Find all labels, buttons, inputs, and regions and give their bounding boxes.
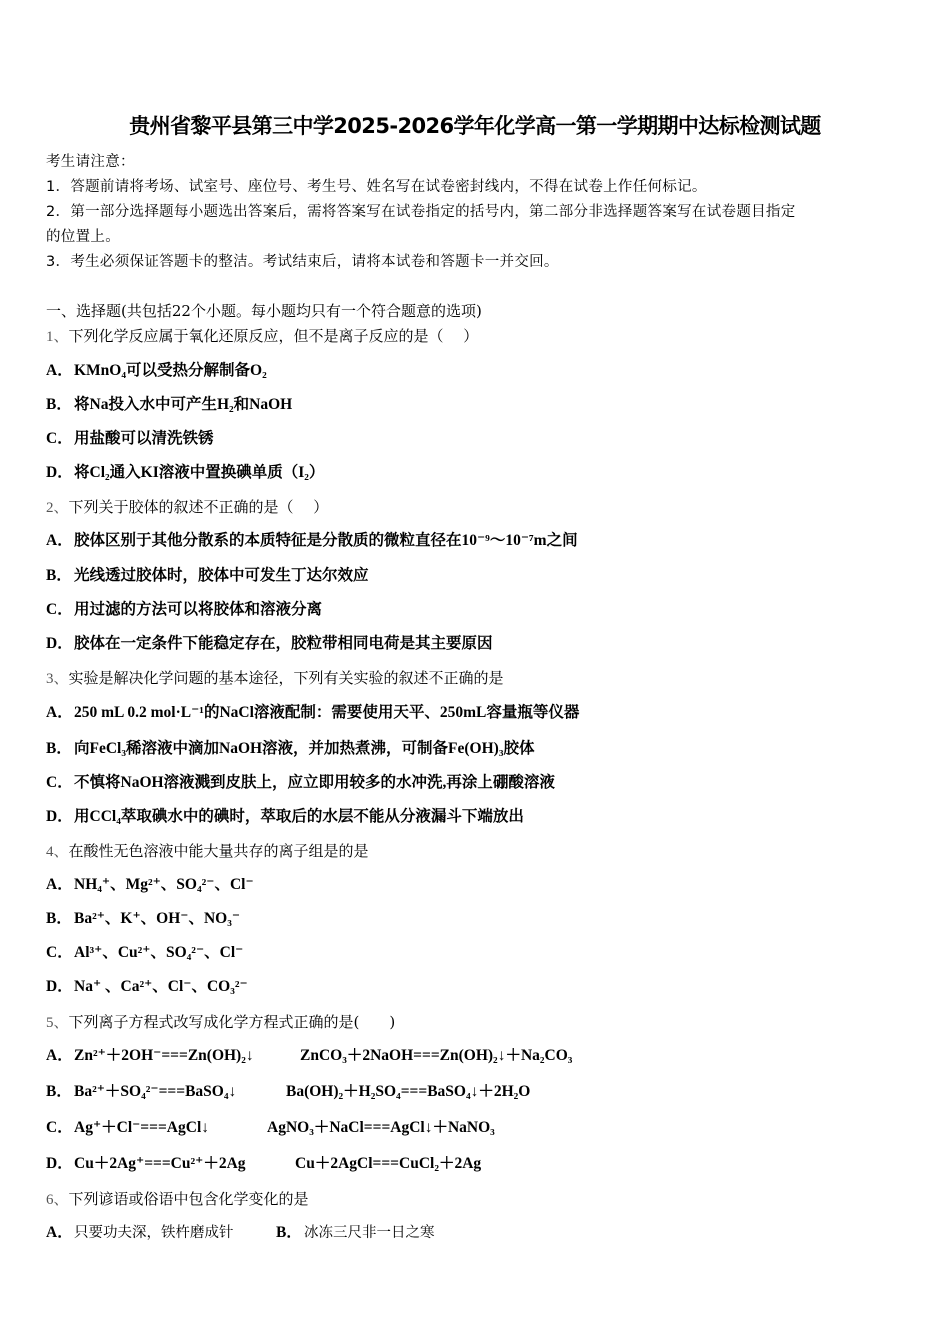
ionic-equation: Zn²⁺＋2OH⁻===Zn(OH)₂↓: [74, 1047, 254, 1064]
option-text: Ba²⁺、K⁺、OH⁻、NO₃⁻: [74, 910, 241, 927]
option-text: 胶体在一定条件下能稳定存在，胶粒带相同电荷是其主要原因: [74, 635, 493, 652]
question-number: 4、: [46, 844, 69, 860]
question-5-stem: [46, 1012, 395, 1033]
q6-option-b[interactable]: [276, 1223, 435, 1243]
question-text: 在酸性无色溶液中能大量共存的离子组是的是: [68, 842, 369, 860]
option-text: 用盐酸可以清洗铁锈: [74, 430, 214, 447]
q1-option-a[interactable]: [46, 361, 267, 381]
option-letter: B．: [46, 1083, 72, 1100]
chemical-equation: Cu＋2AgCl===CuCl₂＋2Ag: [295, 1155, 482, 1172]
option-letter: C．: [46, 944, 73, 961]
q1-option-b[interactable]: [46, 395, 292, 415]
question-number: 6、: [46, 1192, 69, 1208]
q1-option-d[interactable]: [46, 463, 324, 483]
q3-option-d[interactable]: [46, 807, 524, 827]
option-letter: B．: [276, 1224, 302, 1241]
question-number: 5、: [46, 1015, 69, 1031]
question-1-stem: [46, 326, 478, 347]
option-text: Na⁺ 、Ca²⁺、Cl⁻、CO₃²⁻: [74, 978, 248, 995]
option-text: 用过滤的方法可以将胶体和溶液分离: [74, 601, 323, 618]
q4-option-b[interactable]: [46, 909, 240, 929]
option-letter: D．: [46, 808, 73, 825]
q2-option-c[interactable]: [46, 600, 322, 620]
page-title: 贵州省黎平县第三中学2025-2026学年化学高一第一学期期中达标检测试题: [129, 114, 821, 138]
question-text: 下列离子方程式改写成化学方程式正确的是( ): [68, 1013, 396, 1031]
option-text: 冰冻三尺非一日之寒: [304, 1225, 435, 1241]
option-text: 光线透过胶体时，胶体中可发生丁达尔效应: [74, 567, 369, 584]
option-letter: A．: [46, 876, 73, 893]
q3-option-a[interactable]: [46, 703, 579, 723]
chemical-equation: AgNO₃＋NaCl===AgCl↓＋NaNO₃: [267, 1119, 495, 1136]
option-letter: D．: [46, 1155, 73, 1172]
option-letter: C．: [46, 1119, 73, 1136]
option-letter: D．: [46, 635, 73, 652]
option-letter: C．: [46, 601, 73, 618]
option-text: 胶体区别于其他分散系的本质特征是分散质的微粒直径在10⁻⁹～10⁻⁷m之间: [74, 532, 578, 549]
q5-option-b[interactable]: [46, 1082, 746, 1102]
option-text: 将Na投入水中可产生H₂和NaOH: [74, 396, 293, 413]
notice-item-2-cont: 的位置上。: [46, 229, 120, 245]
option-letter: B．: [46, 567, 72, 584]
option-letter: C．: [46, 430, 73, 447]
q4-option-c[interactable]: [46, 943, 243, 963]
option-letter: A．: [46, 1047, 73, 1064]
ionic-equation: Ag⁺＋Cl⁻===AgCl↓: [74, 1119, 209, 1136]
option-text: 只要功夫深，铁杵磨成针: [74, 1225, 234, 1241]
question-3-stem: [46, 668, 504, 689]
option-text: 将Cl₂通入KI溶液中置换碘单质（I₂）: [74, 464, 325, 481]
option-text: 不慎将NaOH溶液溅到皮肤上，应立即用较多的水冲洗,再涂上硼酸溶液: [74, 774, 555, 791]
notice-item-3: 3．考生必须保证答题卡的整洁。考试结束后，请将本试卷和答题卡一并交回。: [46, 254, 559, 270]
option-text: KMnO₄可以受热分解制备O₂: [74, 362, 267, 379]
question-2-stem: [46, 497, 328, 518]
question-number: 2、: [46, 500, 69, 516]
option-text: Al³⁺、Cu²⁺、SO₄²⁻、Cl⁻: [74, 944, 244, 961]
option-letter: A．: [46, 1224, 73, 1241]
option-letter: D．: [46, 978, 73, 995]
question-4-stem: [46, 841, 369, 862]
q6-options-row: [46, 1223, 646, 1243]
option-letter: C．: [46, 774, 73, 791]
q3-option-b[interactable]: [46, 739, 534, 759]
option-letter: B．: [46, 396, 72, 413]
question-number: 3、: [46, 671, 69, 687]
ionic-equation: Cu＋2Ag⁺===Cu²⁺＋2Ag: [74, 1155, 246, 1172]
option-text: 向FeCl₃稀溶液中滴加NaOH溶液，并加热煮沸，可制备Fe(OH)₃胶体: [74, 740, 535, 757]
notice-item-2: 2．第一部分选择题每小题选出答案后，需将答案写在试卷指定的括号内，第二部分非选择题答案写在试卷题目指定: [46, 204, 796, 220]
notice-item-1: 1．答题前请将考场、试室号、座位号、考生号、姓名写在试卷密封线内，不得在试卷上作任何标记。: [46, 179, 707, 195]
option-letter: D．: [46, 464, 73, 481]
q3-option-c[interactable]: [46, 773, 555, 793]
q5-option-d[interactable]: [46, 1154, 746, 1174]
option-letter: A．: [46, 362, 73, 379]
notice-heading: 考生请注意：: [46, 154, 135, 170]
q6-option-a[interactable]: [46, 1224, 234, 1241]
option-letter: A．: [46, 532, 73, 549]
q5-option-a[interactable]: [46, 1046, 746, 1066]
chemical-equation: Ba(OH)₂＋H₂SO₄===BaSO₄↓＋2H₂O: [286, 1083, 531, 1100]
option-letter: A．: [46, 704, 73, 721]
question-text: 下列谚语或俗语中包含化学变化的是: [68, 1190, 309, 1208]
section-heading: 一、选择题(共包括22个小题。每小题均只有一个符合题意的选项): [46, 302, 482, 320]
q2-option-a[interactable]: [46, 531, 578, 551]
option-text: 用CCl₄萃取碘水中的碘时，萃取后的水层不能从分液漏斗下端放出: [74, 808, 524, 825]
chemical-equation: ZnCO₃＋2NaOH===Zn(OH)₂↓＋Na₂CO₃: [300, 1047, 573, 1064]
q1-option-c[interactable]: [46, 429, 214, 449]
q4-option-d[interactable]: [46, 977, 248, 997]
option-text: NH₄⁺、Mg²⁺、SO₄²⁻、Cl⁻: [74, 876, 254, 893]
question-6-stem: [46, 1189, 309, 1210]
q2-option-b[interactable]: [46, 566, 369, 586]
question-text: 下列关于胶体的叙述不正确的是（ ）: [68, 498, 329, 516]
option-letter: B．: [46, 910, 72, 927]
ionic-equation: Ba²⁺＋SO₄²⁻===BaSO₄↓: [74, 1083, 237, 1100]
question-number: 1、: [46, 329, 69, 345]
q5-option-c[interactable]: [46, 1118, 746, 1138]
q4-option-a[interactable]: [46, 875, 254, 895]
option-text: 250 mL 0.2 mol·L⁻¹的NaCl溶液配制：需要使用天平、250mL容量瓶等仪器: [74, 704, 580, 721]
question-text: 实验是解决化学问题的基本途径，下列有关实验的叙述不正确的是: [68, 669, 504, 687]
option-letter: B．: [46, 740, 72, 757]
question-text: 下列化学反应属于氧化还原反应，但不是离子反应的是（ ）: [68, 327, 479, 345]
q2-option-d[interactable]: [46, 634, 493, 654]
